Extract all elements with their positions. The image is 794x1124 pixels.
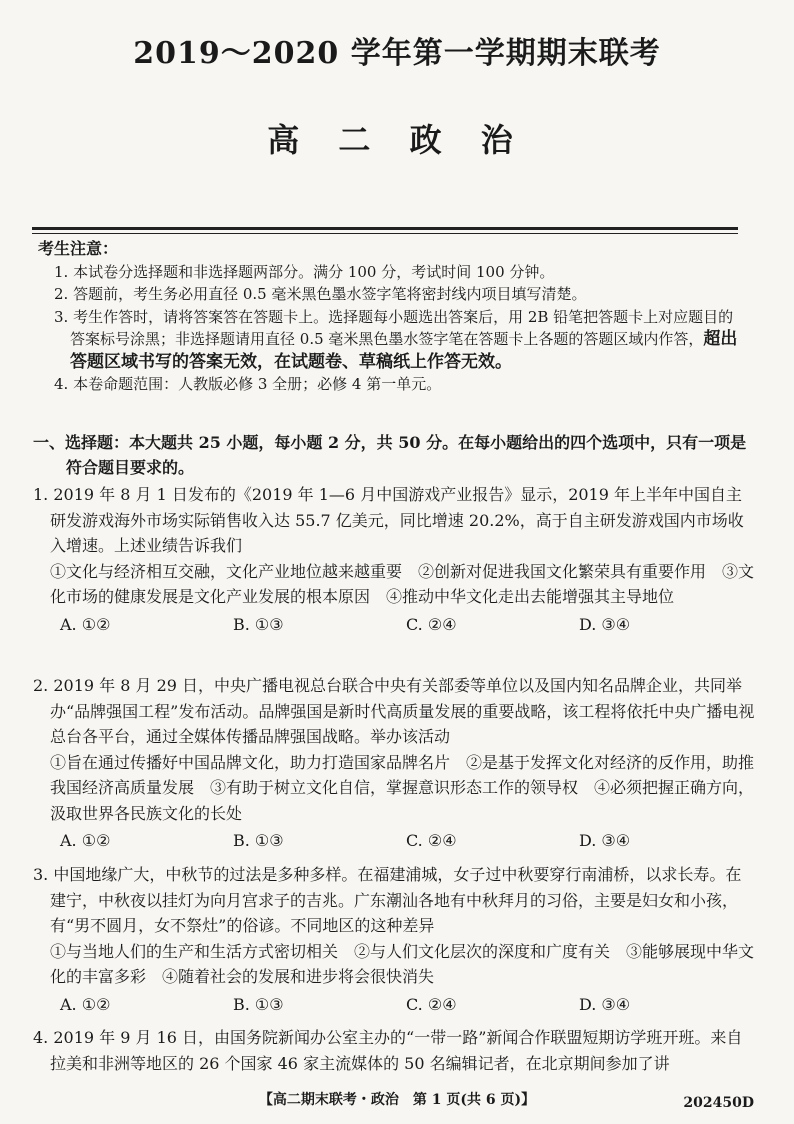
- option-b: B. ①③: [233, 614, 284, 634]
- option-b: B. ①③: [233, 994, 284, 1014]
- paper-code: 202450D: [683, 1095, 754, 1111]
- header-rule-thin: [32, 233, 738, 234]
- notice-item-emphasis: 超出答题区域书写的答案无效，在试题卷、草稿纸上作答无效。: [70, 329, 738, 372]
- section-heading-line: 一、选择题：本大题共 25 小题，每小题 2 分，共 50 分。在每小题给出的四个选项中，只有一项是: [33, 433, 747, 452]
- section-heading-line: 符合题目要求的。: [66, 458, 195, 477]
- question-stem: 3. 中国地缘广大，中秋节的过法是多种多样。在福建浦城，女子过中秋要穿行南浦桥，以求长寿。在建宁，中秋夜以挂灯为向月宫求子的吉兆。广东潮汕各地有中秋拜月的习俗，主要是妇女和小孩，有“男不圆月，女不祭灶”的俗谚。不同地区的这种差异: [33, 865, 742, 935]
- header-rule-thick: [32, 227, 738, 230]
- section-heading: [33, 430, 753, 480]
- notice-item: 4. 本卷命题范围：人教版必修 3 全册；必修 4 第一单元。: [54, 375, 442, 393]
- question-3: [33, 862, 755, 1017]
- notice-heading: 考生注意：: [38, 239, 119, 258]
- question-4: [33, 1025, 755, 1076]
- option-d: D. ③④: [579, 614, 631, 634]
- question-stem: 2. 2019 年 8 月 29 日，中央广播电视总台联合中央有关部委等单位以及国内知名品牌企业，共同举办“品牌强国工程”发布活动。品牌强国是新时代高质量发展的重要战略，该工程将依托中央广播电视总台各平台，通过全媒体传播品牌强国战略。举办该活动: [33, 676, 755, 746]
- option-c: C. ②④: [406, 614, 457, 634]
- subject-title: 高 二 政 治: [267, 121, 527, 159]
- option-d: D. ③④: [579, 831, 631, 850]
- question-2: [33, 673, 755, 854]
- notice-item: 2. 答题前，考生务必用直径 0.5 毫米黑色墨水签字笔将密封线内项目填写清楚。: [54, 285, 587, 303]
- notice-item-text: 3. 考生作答时，请将答案答在答题卡上。选择题每小题选出答案后，用 2B 铅笔把答题卡上对应题目的答案标号涂黑；非选择题请用直径 0.5 毫米黑色墨水签字笔在答题卡上各题的答题区域内作答，: [54, 307, 734, 348]
- exam-notice: [38, 238, 748, 396]
- notice-item: 1. 本试卷分选择题和非选择题两部分。满分 100 分，考试时间 100 分钟。: [54, 262, 555, 281]
- option-d: D. ③④: [579, 994, 631, 1014]
- option-a: A. ①②: [60, 831, 111, 850]
- option-c: C. ②④: [406, 831, 457, 850]
- option-a: A. ①②: [60, 614, 111, 634]
- exam-title: 2019～2020 学年第一学期期末联考: [133, 36, 661, 71]
- question-1: [33, 482, 755, 637]
- notice-item: [38, 306, 748, 374]
- question-statements: ①旨在通过传播好中国品牌文化，助力打造国家品牌名片 ②是基于发挥文化对经济的反作用，助推我国经济高质量发展 ③有助于树立文化自信，掌握意识形态工作的领导权 ④必须把握正确方向，汲取世界各民族文化的长处: [50, 752, 755, 823]
- question-options: [33, 828, 755, 854]
- option-b: B. ①③: [233, 831, 284, 850]
- question-stem: 1. 2019 年 8 月 1 日发布的《2019 年 1—6 月中国游戏产业报告》显示，2019 年上半年中国自主研发游戏海外市场实际销售收入达 55.7 亿美元，同比增速 20.2%，高于自主研发游戏国内市场收入增速。上述业绩告诉我们: [33, 485, 744, 555]
- option-a: A. ①②: [60, 994, 111, 1014]
- option-c: C. ②④: [406, 994, 457, 1014]
- question-stem: 4. 2019 年 9 月 16 日，由国务院新闻办公室主办的“一带一路”新闻合作联盟短期访学班开班。来自拉美和非洲等地区的 26 个国家 46 家主流媒体的 50 名编辑记者，在北京期间参加了讲: [33, 1028, 743, 1073]
- question-statements: ①与当地人们的生产和生活方式密切相关 ②与人们文化层次的深度和广度有关 ③能够展现中华文化的丰富多彩 ④随着社会的发展和进步将会很快消失: [50, 941, 755, 986]
- question-options: [33, 612, 755, 638]
- question-options: [33, 992, 755, 1018]
- question-statements: ①文化与经济相互交融，文化产业地位越来越重要 ②创新对促进我国文化繁荣具有重要作用 ③文化市场的健康发展是文化产业发展的根本原因 ④推动中华文化走出去能增强其主导地位: [50, 561, 755, 606]
- page-footer: 【高二期末联考・政治 第 1 页(共 6 页)】: [258, 1092, 536, 1108]
